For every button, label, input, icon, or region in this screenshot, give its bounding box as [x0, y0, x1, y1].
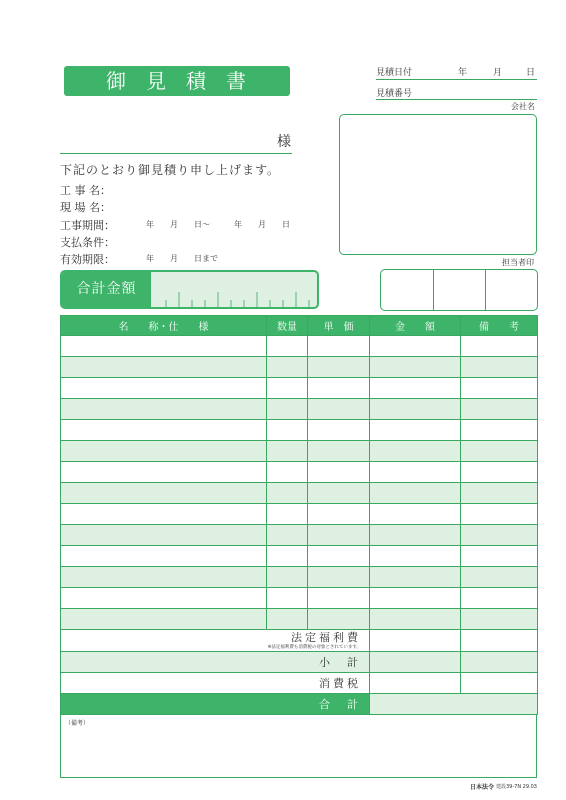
payment-terms-label: 支払条件： — [60, 236, 115, 249]
col-amount: 金 額 — [370, 316, 461, 336]
col-name-spec: 名 称・仕 様 — [61, 316, 267, 336]
month-label: 月 — [493, 68, 503, 78]
table-row[interactable] — [61, 525, 538, 546]
work-period-label: 工事期間： — [60, 219, 115, 232]
validity-label: 有効期限： — [60, 253, 115, 266]
table-row[interactable] — [61, 336, 538, 357]
total-amount-box[interactable] — [60, 270, 319, 309]
work-period-dates: 年 月 日～ 年 月 日 — [146, 220, 290, 229]
grand-total-row[interactable] — [61, 694, 538, 715]
remarks-box[interactable] — [60, 715, 537, 778]
stamp-divider — [485, 270, 486, 310]
company-name-box[interactable] — [339, 114, 537, 255]
person-in-charge-stamp-label: 担当者印 — [502, 258, 534, 267]
table-row[interactable] — [61, 441, 538, 462]
customer-honorific: 様 — [277, 134, 291, 150]
table-row[interactable] — [61, 462, 538, 483]
table-row[interactable] — [61, 378, 538, 399]
project-name-label: 工 事 名： — [60, 184, 111, 197]
table-header-row — [61, 316, 538, 336]
year-label: 年 — [458, 68, 468, 78]
day-label: 日 — [526, 68, 536, 78]
total-amount-label: 合計金額 — [62, 272, 151, 307]
document-title: 御見積書 — [64, 66, 290, 96]
items-table — [60, 315, 538, 715]
tax-row[interactable] — [61, 673, 538, 694]
stamp-box[interactable] — [380, 269, 538, 311]
validity-dates: 年 月 日まで — [146, 254, 218, 263]
table-row[interactable] — [61, 588, 538, 609]
legal-welfare-row[interactable] — [61, 630, 538, 652]
table-row[interactable] — [61, 357, 538, 378]
legal-welfare-label: 法定福利費 — [291, 631, 361, 644]
customer-line — [60, 153, 292, 154]
remarks-label: （備考） — [65, 720, 90, 727]
table-row[interactable] — [61, 483, 538, 504]
table-row[interactable] — [61, 399, 538, 420]
brand-logo: 日本法令 — [470, 784, 495, 791]
company-name-label: 会社名 — [511, 102, 535, 111]
legal-welfare-cell — [61, 630, 370, 652]
number-line — [376, 99, 537, 100]
date-line — [376, 79, 537, 80]
stamp-divider — [433, 270, 434, 310]
site-name-label: 現 場 名： — [60, 201, 111, 214]
table-row[interactable] — [61, 609, 538, 630]
col-quantity: 数量 — [267, 316, 308, 336]
estimate-number-label: 見積番号 — [376, 89, 413, 99]
table-row[interactable] — [61, 546, 538, 567]
subtotal-label: 小 計 — [61, 652, 370, 673]
legal-welfare-note: ※法定福利費も消費税の対象とされています。 — [267, 645, 361, 650]
col-unit-price: 単 価 — [308, 316, 370, 336]
tax-label: 消費税 — [61, 673, 370, 694]
grand-total-label: 合 計 — [61, 694, 370, 715]
subtotal-row[interactable] — [61, 652, 538, 673]
grand-total-value[interactable] — [370, 694, 538, 715]
digit-ticks — [151, 272, 319, 307]
col-remarks: 備 考 — [461, 316, 538, 336]
table-row[interactable] — [61, 420, 538, 441]
table-row[interactable] — [61, 504, 538, 525]
form-code: 建設39-7N 29.03 — [496, 784, 537, 790]
table-row[interactable] — [61, 567, 538, 588]
estimate-date-label: 見積日付 — [376, 68, 413, 78]
intro-text: 下記のとおり御見積り申し上げます。 — [60, 163, 281, 177]
